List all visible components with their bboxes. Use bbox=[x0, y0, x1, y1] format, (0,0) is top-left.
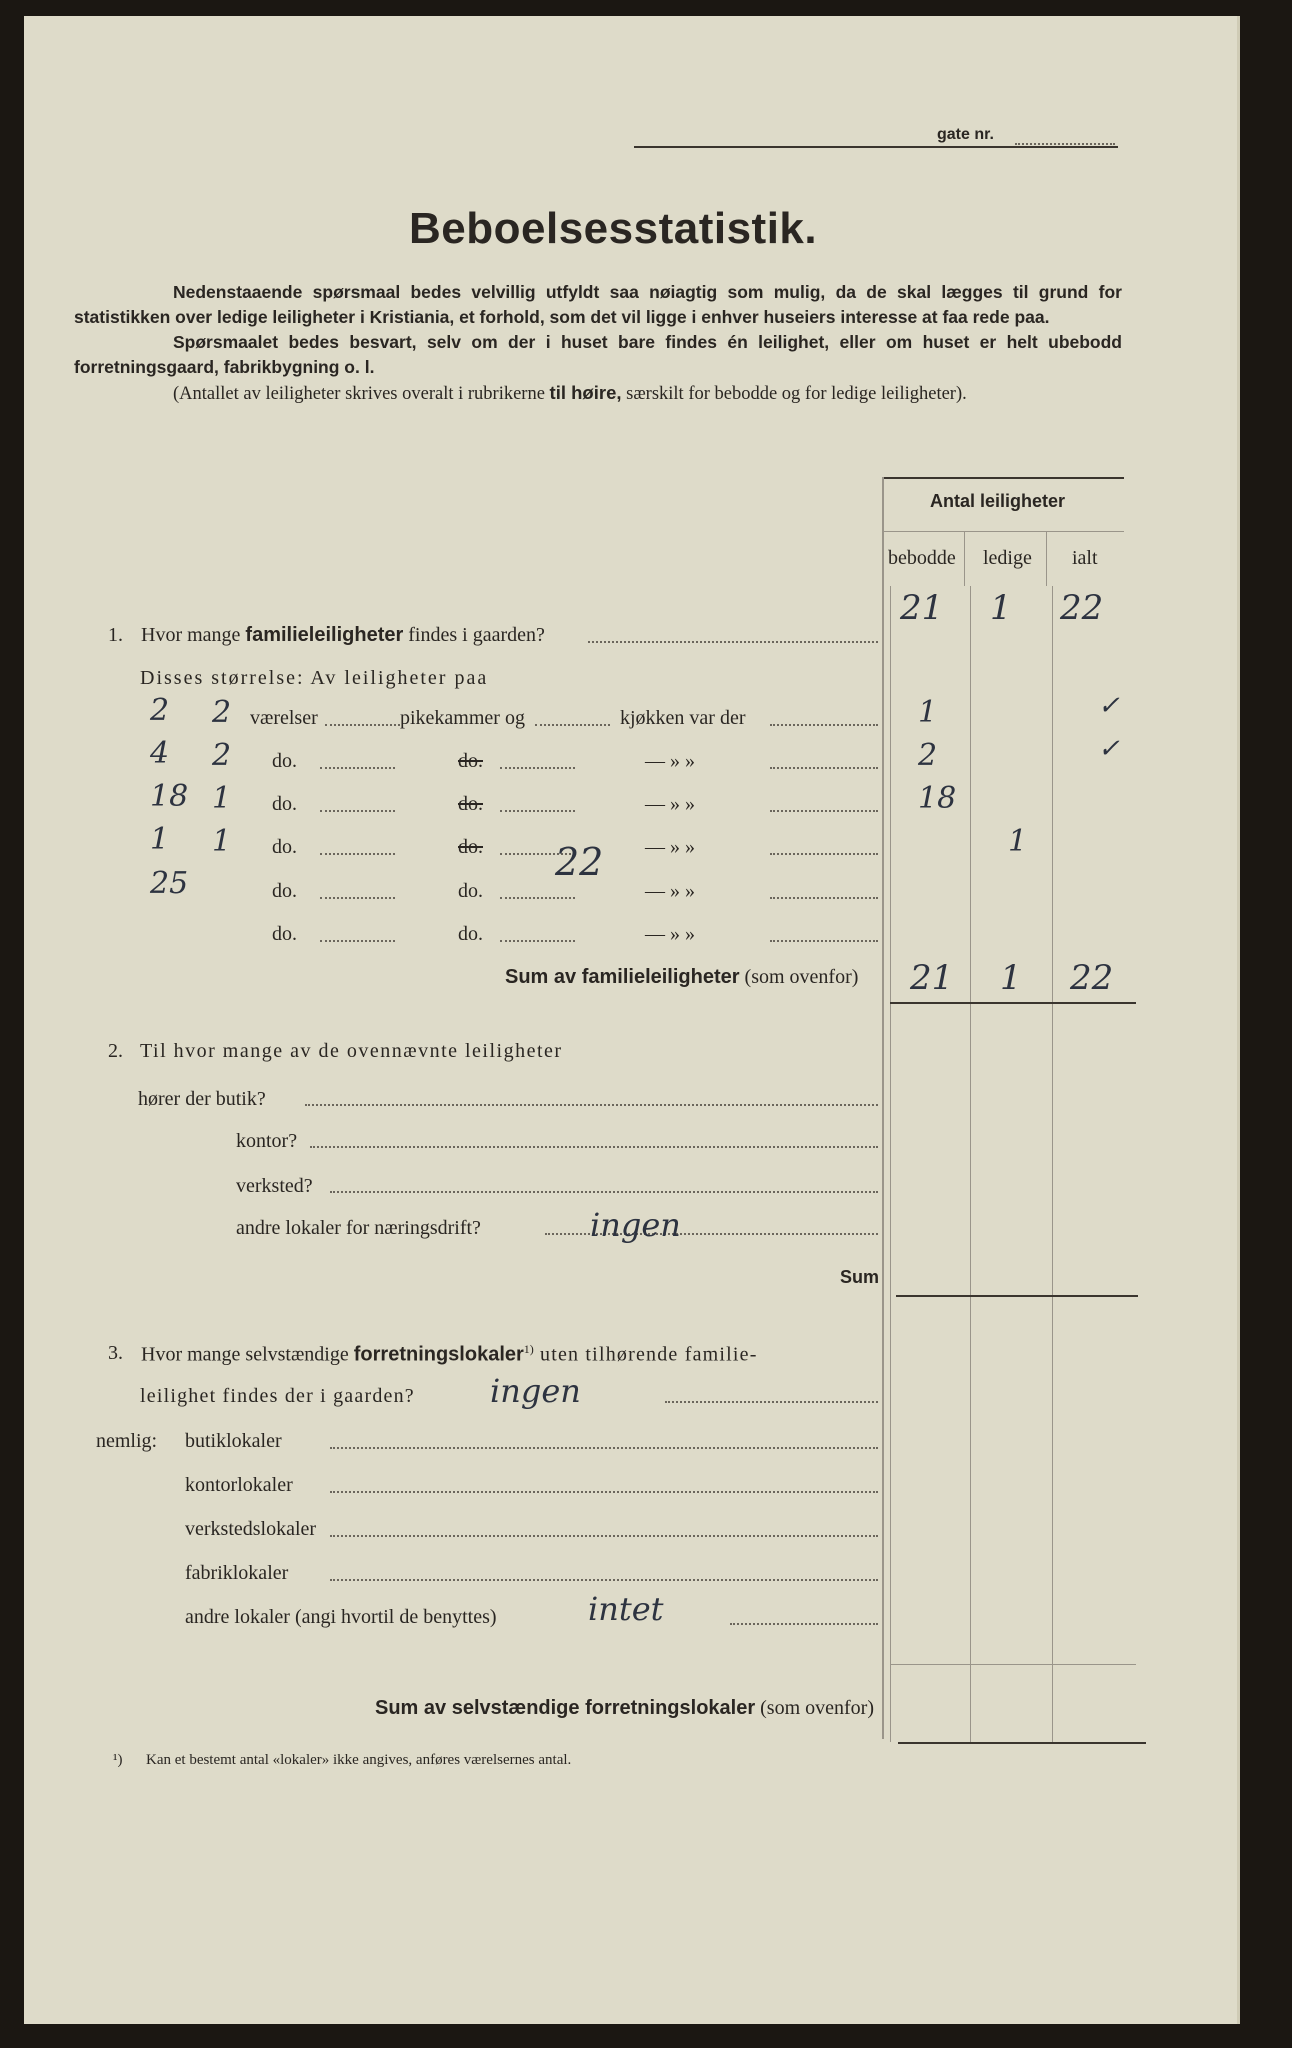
q3-line2: leilighet findes der i gaarden? bbox=[140, 1385, 415, 1407]
size-row-dots-a bbox=[325, 724, 400, 726]
q2-andre: andre lokaler for næringsdrift? bbox=[236, 1217, 481, 1239]
q2-number: 2. bbox=[108, 1040, 123, 1062]
q3-andre-answer: intet bbox=[588, 1590, 664, 1628]
q2-andre-answer: ingen bbox=[590, 1206, 681, 1244]
size-row-dots-c bbox=[770, 724, 878, 726]
size-row-dots-c bbox=[770, 940, 878, 942]
size-row-dots-a bbox=[320, 810, 395, 812]
size-row-pike: do. bbox=[458, 793, 483, 815]
size-row-kitchen: — » » bbox=[645, 750, 695, 772]
gate-nr-label: gate nr. bbox=[937, 126, 994, 143]
q2-verksted-dots bbox=[330, 1191, 878, 1193]
q3-sum-top-rule bbox=[890, 1664, 1136, 1665]
q1-text-a: Hvor mange bbox=[141, 624, 246, 646]
size-row-dots-c bbox=[770, 767, 878, 769]
q1-sum-label bbox=[505, 966, 858, 989]
size-row-dots-c bbox=[770, 897, 878, 899]
size-row-tick-hw: ✓ bbox=[1098, 691, 1120, 721]
q3-sum-label-bold: selvstændige forretningslokaler bbox=[451, 1697, 756, 1719]
size-row-dots-b bbox=[500, 810, 575, 812]
size-row-pike: do. bbox=[458, 880, 483, 902]
q1-sum-rule bbox=[890, 1002, 1136, 1004]
size-row-rooms-hw: 2 bbox=[212, 695, 232, 730]
size-row-bebodde-hw: 18 bbox=[918, 781, 957, 816]
table-subhead-rule bbox=[882, 531, 1124, 532]
size-row-count-hw: 18 bbox=[150, 779, 189, 814]
q1-size-intro: Disses størrelse: Av leiligheter paa bbox=[140, 667, 489, 689]
size-row-rooms-word: do. bbox=[272, 836, 297, 858]
size-row-dots-a bbox=[320, 940, 395, 942]
col-divider-1-top bbox=[964, 531, 965, 586]
q1-sum-label-bold: familieleiligheter bbox=[581, 966, 740, 988]
q2-kontor-dots bbox=[310, 1146, 878, 1148]
q1-answer-ledige: 1 bbox=[990, 588, 1012, 628]
table-title: Antal leiligheter bbox=[930, 491, 1066, 511]
q2-sum-label: Sum bbox=[840, 1267, 880, 1287]
gate-nr-dotted-line bbox=[1015, 143, 1115, 145]
col-divider-2-top bbox=[1046, 531, 1047, 586]
q1-sum-label-c: (som ovenfor) bbox=[739, 966, 859, 988]
size-row-dots-b bbox=[500, 897, 575, 899]
size-row-ledige-hw: 1 bbox=[1008, 824, 1028, 859]
q1-text-c: findes i gaarden? bbox=[403, 624, 545, 646]
size-row-pike: do. bbox=[458, 836, 483, 858]
size-row-rooms-word: do. bbox=[272, 750, 297, 772]
size-row-dots-a bbox=[320, 897, 395, 899]
size-row-pike: do. bbox=[458, 923, 483, 945]
size-row-rooms-hw: 1 bbox=[212, 824, 232, 859]
q3-item-dots bbox=[330, 1447, 878, 1449]
size-row-dots-c bbox=[770, 853, 878, 855]
q3-sum-label-c: (som ovenfor) bbox=[755, 1697, 874, 1719]
q3-text-bold: forretningslokaler bbox=[353, 1343, 524, 1366]
q3-sum-label bbox=[375, 1697, 874, 1720]
intro-paragraph-1: Nedenstaaende spørsmaal bedes velvillig utfyldt saa nøiagtig som mulig, da de skal lægges til grund for statistikken over ledige leiligheter i Kristiania, et forhold, som det vil ligge i enhver huseiers interesse at faa rede paa. bbox=[74, 282, 1122, 327]
size-row-dots-a bbox=[320, 767, 395, 769]
intro-paragraph-2: Spørsmaalet bedes besvart, selv om der i huset bare findes én leilighet, eller om huset er helt ubebodd forretningsgaard, fabrikbygning o. l. bbox=[74, 332, 1122, 377]
q1-answer-ialt: 22 bbox=[1060, 588, 1104, 628]
q3-item: verkstedslokaler bbox=[185, 1518, 317, 1540]
col-line-end bbox=[1136, 586, 1137, 1742]
size-row-count-hw: 1 bbox=[150, 822, 170, 857]
q3-question bbox=[141, 1342, 758, 1367]
q3-item-dots bbox=[730, 1623, 878, 1625]
col-line-c bbox=[1052, 586, 1053, 1742]
col-header-ledige: ledige bbox=[983, 547, 1032, 569]
intro-p3-part-end: særskilt for bebodde og for ledige leiligheter). bbox=[621, 384, 967, 404]
q3-item: kontorlokaler bbox=[185, 1474, 293, 1496]
size-row-kitchen: — » » bbox=[645, 836, 695, 858]
footnote-marker: ¹) bbox=[113, 1752, 123, 1768]
size-row-rooms-word: do. bbox=[272, 923, 297, 945]
q3-line2-dots bbox=[665, 1401, 878, 1403]
q3-footnote-ref: 1) bbox=[523, 1342, 534, 1356]
size-row-margin-note-hw: 22 bbox=[555, 840, 604, 884]
size-row-dots-b bbox=[500, 940, 575, 942]
q3-item: butiklokaler bbox=[185, 1430, 282, 1452]
col-header-ialt: ialt bbox=[1072, 547, 1098, 569]
q3-item: andre lokaler (angi hvortil de benyttes) bbox=[185, 1606, 497, 1628]
size-row-kitchen: — » » bbox=[645, 880, 695, 902]
table-top-rule bbox=[882, 477, 1124, 479]
q1-leader-dots bbox=[588, 641, 878, 643]
size-row-bebodde-hw: 2 bbox=[918, 738, 938, 773]
footnote-text: Kan et bestemt antal «lokaler» ikke angives, anføres værelsernes antal. bbox=[146, 1752, 572, 1768]
q2-sum-rule bbox=[896, 1295, 1138, 1297]
q3-number: 3. bbox=[108, 1342, 123, 1364]
size-row-rooms-word: do. bbox=[272, 880, 297, 902]
q1-sum-label-a: Sum av bbox=[505, 966, 582, 988]
size-row-pike: do. bbox=[458, 750, 483, 772]
q2-butik-dots bbox=[305, 1104, 878, 1106]
size-row-dots-c bbox=[770, 810, 878, 812]
size-row-kitchen: kjøkken var der bbox=[620, 707, 746, 729]
intro-p3-bold: til høire, bbox=[549, 382, 622, 403]
intro-paragraph-3 bbox=[74, 380, 1122, 407]
size-row-count-hw: 25 bbox=[150, 866, 189, 901]
col-line-b bbox=[970, 586, 971, 1742]
size-row-bebodde-hw: 1 bbox=[918, 695, 938, 730]
table-left-border bbox=[882, 477, 884, 1739]
q3-item: fabriklokaler bbox=[185, 1562, 289, 1584]
q1-text-bold: familieleiligheter bbox=[245, 624, 404, 646]
q1-sum-ledige: 1 bbox=[1000, 958, 1022, 998]
q3-item-dots bbox=[330, 1535, 878, 1537]
q2-kontor: kontor? bbox=[236, 1130, 298, 1152]
size-row-count-hw: 2 bbox=[150, 693, 170, 728]
size-row-rooms-hw: 2 bbox=[212, 738, 232, 773]
size-row-count-hw: 4 bbox=[150, 736, 170, 771]
q3-text-c: uten tilhørende familie- bbox=[533, 1343, 758, 1366]
size-row-pike: pikekammer og bbox=[400, 707, 525, 729]
page-title: Beboelsesstatistik. bbox=[409, 204, 818, 253]
q2-verksted: verksted? bbox=[236, 1175, 313, 1197]
q1-question bbox=[141, 624, 545, 647]
q1-sum-ialt: 22 bbox=[1070, 958, 1114, 998]
q3-item-dots bbox=[330, 1491, 878, 1493]
size-row-kitchen: — » » bbox=[645, 923, 695, 945]
q3-nemlig: nemlig: bbox=[96, 1430, 158, 1452]
size-row-dots-b bbox=[500, 767, 575, 769]
q1-answer-bebodde: 21 bbox=[900, 588, 944, 628]
col-header-bebodde: bebodde bbox=[888, 547, 956, 569]
col-line-a bbox=[890, 586, 891, 1742]
size-row-dots-b bbox=[535, 724, 610, 726]
q3-text-a: Hvor mange selvstændige bbox=[141, 1343, 354, 1366]
q3-sum-label-a: Sum av bbox=[375, 1697, 452, 1719]
gate-nr-rule bbox=[634, 146, 1118, 148]
q2-question: Til hvor mange av de ovennævnte leiligheter bbox=[140, 1040, 563, 1062]
size-row-rooms-word: do. bbox=[272, 793, 297, 815]
size-row-dots-a bbox=[320, 853, 395, 855]
q3-item-dots bbox=[330, 1579, 878, 1581]
size-row-rooms-word: værelser bbox=[250, 707, 318, 729]
q1-sum-bebodde: 21 bbox=[910, 958, 954, 998]
q1-number: 1. bbox=[108, 624, 123, 646]
q3-line2-answer: ingen bbox=[490, 1372, 581, 1410]
intro-p3-part: (Antallet av leiligheter skrives overalt i rubrikerne bbox=[173, 384, 550, 404]
size-row-tick-hw: ✓ bbox=[1098, 734, 1120, 764]
size-row-kitchen: — » » bbox=[645, 793, 695, 815]
size-row-rooms-hw: 1 bbox=[212, 781, 232, 816]
intro-text bbox=[74, 280, 1122, 407]
q2-butik: hører der butik? bbox=[138, 1088, 266, 1110]
q3-sum-rule bbox=[898, 1742, 1146, 1744]
